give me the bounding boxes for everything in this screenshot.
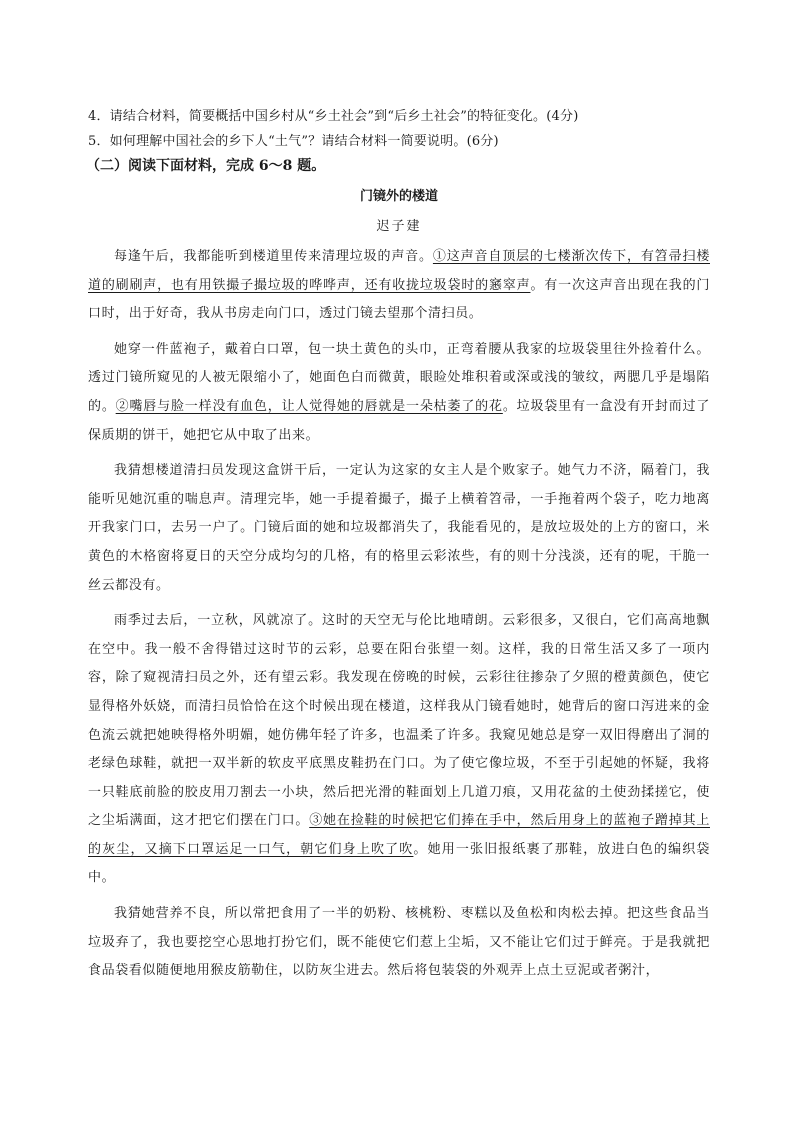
paragraph-5: 我猜她营养不良，所以常把食用了一半的奶粉、核桃粉、枣糕以及鱼松和肉松去掉。把这些食品当垃圾弃了，我也要挖空心思地打扮它们，既不能使它们惹上尘垢，又不能让它们过于鲜亮。于是我就把食品袋看似随便地用猴皮筋勒住，以防灰尘进去。然后将包装袋的外观弄上点土豆泥或者粥汁， bbox=[88, 906, 710, 979]
underlined-sentence-3: ③她在捡鞋的时候把它们捧在手中，然后用身上的蓝袍子蹭掉其上的灰尘，又摘下口罩运足一口气，朝它们身上吹了吹 bbox=[88, 813, 710, 857]
paragraph-4-tail: 。她用一张旧报纸裹了那鞋，放进白色的编织袋中。 bbox=[88, 841, 710, 886]
paragraph-2-tail: 。垃圾袋里有一盒没有开封而过了保质期的饼干，她把它从中取了出来。 bbox=[88, 398, 710, 443]
question-4: 4．请结合材料，简要概括中国乡村从“乡土社会”到“后乡土社会”的特征变化。(4分) bbox=[88, 109, 579, 124]
paragraph-4 bbox=[88, 607, 710, 893]
underlined-sentence-2: ②嘴唇与脸一样没有血色，让人觉得她的唇就是一朵枯萎了的花 bbox=[115, 398, 503, 414]
paragraph-1-lead: 每逢午后，我都能听到楼道里传来清理垃圾的声音。 bbox=[114, 249, 433, 264]
paragraph-4-lead: 雨季过去后，一立秋，风就凉了。这时的天空无与伦比地晴朗。云彩很多，又很白，它们高高地飘在空中。我一般不舍得错过这时节的云彩，总要在阳台张望一刻。这样，我的日常生活又多了一项内容，除了窥视清扫员之外，还有望云彩。我发现在傍晚的时候，云彩往往掺杂了夕照的橙黄颜色，使它显得格外妖娆，而清扫员恰恰在这个时候出现在楼道，这样我从门镜看她时，她背后的窗口泻进来的金色流云就把她映得格外明媚，她仿佛年轻了许多，也温柔了许多。我窥见她总是穿一双旧得磨出了洞的老绿色球鞋，就把一双半新的软皮平底黑皮鞋扔在门口。为了使它像垃圾，不至于引起她的怀疑，我将一只鞋底前脸的胶皮用刀割去一小块，然后把光滑的鞋面划上几道刀痕，又用花盆的土使劲揉搓它，使之尘垢满面，这才把它们摆在门口。 bbox=[88, 613, 710, 829]
underlined-sentence-1: ①这声音自顶层的七楼渐次传下，有笤帚扫楼道的刷刷声，也有用铁撮子撮垃圾的哗哗声，还有收拢垃圾袋时的窸窣声 bbox=[88, 249, 710, 293]
paragraph-2 bbox=[88, 336, 710, 450]
question-5: 5．如何理解中国社会的乡下人“土气”？请结合材料一简要说明。(6分) bbox=[88, 134, 499, 149]
paragraph-2-lead: 她穿一件蓝袍子，戴着白口罩，包一块土黄色的头巾，正弯着腰从我家的垃圾袋里往外捡着什么。透过门镜所窥见的人被无限缩小了，她面色白而微黄，眼睑处堆积着或深或浅的皱纹，两腮几乎是塌陷的。 bbox=[88, 341, 710, 414]
article-author: 迟子建 bbox=[376, 219, 422, 234]
paragraph-3: 我猜想楼道清扫员发现这盒饼干后，一定认为这家的女主人是个败家子。她气力不济，隔着门，我能听见她沉重的喘息声。清理完毕，她一手提着撮子，撮子上横着笤帚，一手拖着两个袋子，吃力地离开我家门口，去另一户了。门镜后面的她和垃圾都消失了，我能看见的，是放垃圾处的上方的窗口，米黄色的木格窗将夏日的天空分成均匀的几格，有的格里云彩浓些，有的则十分浅淡，还有的呢，干脆一丝云都没有。 bbox=[88, 463, 710, 593]
article-title: 门镜外的楼道 bbox=[359, 189, 438, 204]
paragraph-1-tail: 。有一次这声音出现在我的门口时，出于好奇，我从书房走向门口，透过门镜去望那个清扫员。 bbox=[88, 277, 710, 322]
section-heading: （二）阅读下面材料，完成 6～8 题。 bbox=[86, 158, 326, 174]
paragraph-1 bbox=[88, 243, 710, 329]
document-page bbox=[88, 104, 710, 986]
